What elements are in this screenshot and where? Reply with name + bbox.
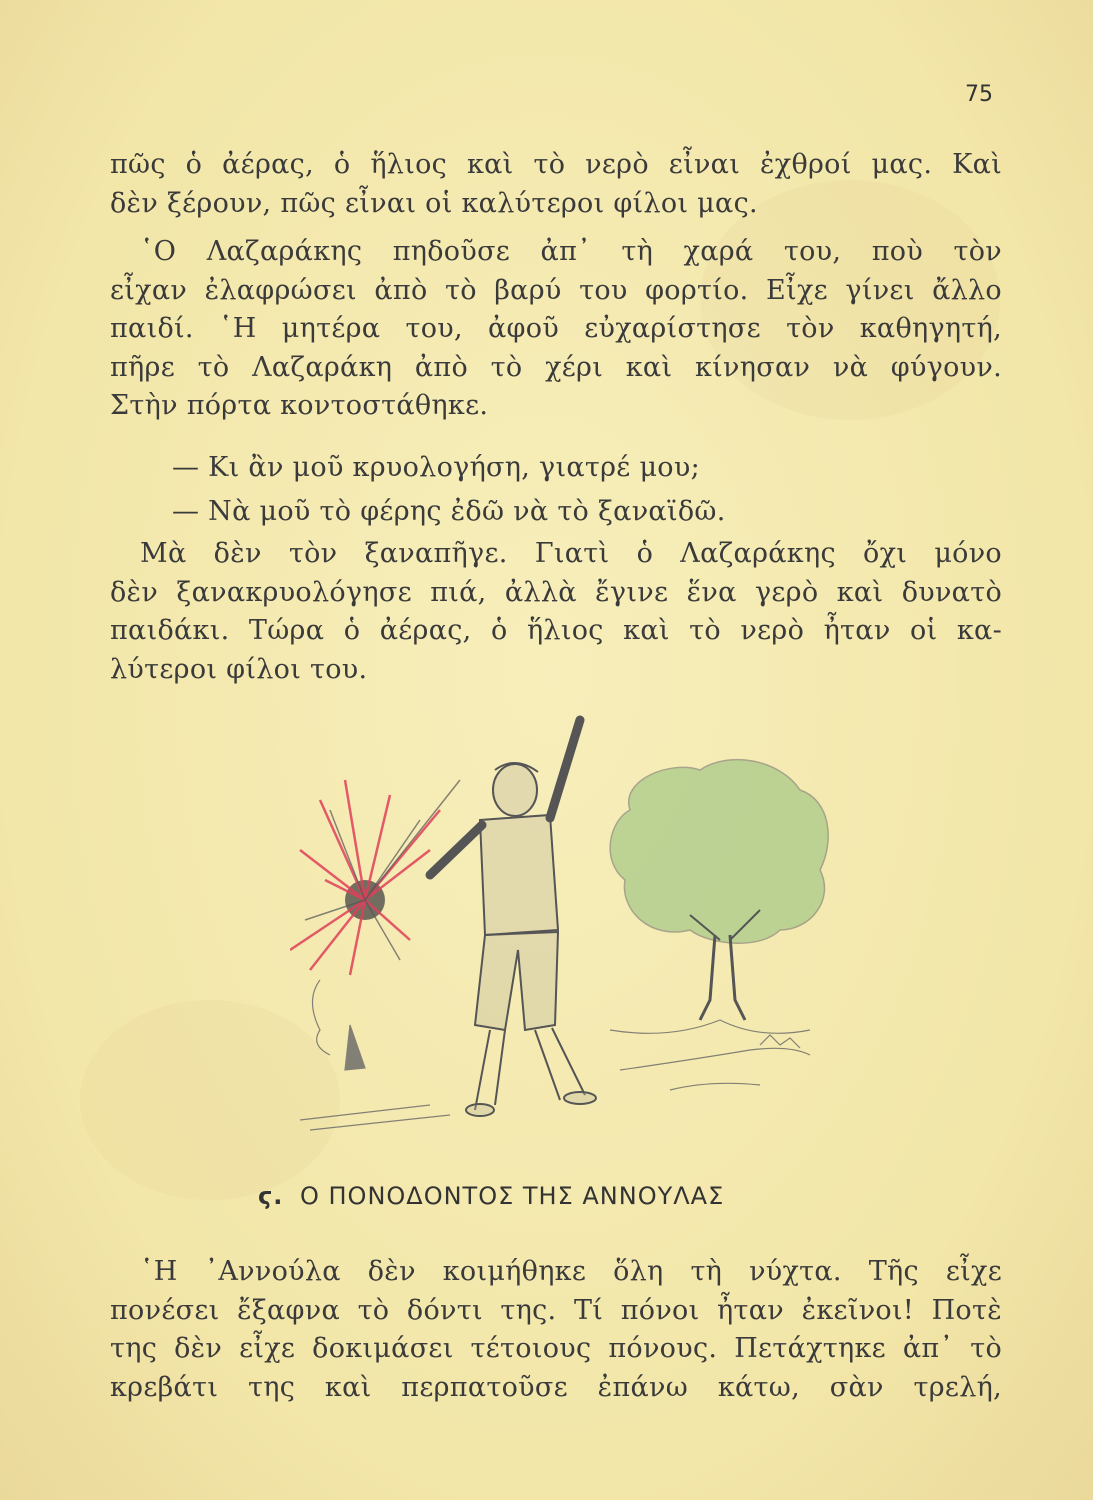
chapter-number: ϛ. xyxy=(258,1182,284,1210)
text-line: ῾Η ᾿Αννούλα δὲν κοιμήθηκε ὅλη τὴ νύχτα. Τῆς εἶχε xyxy=(140,1256,1002,1287)
text-line: πῶς ὁ ἀέρας, ὁ ἥλιος καὶ τὸ νερὸ εἶναι ἐχθροί μας. Καὶ xyxy=(110,149,1002,180)
paragraph-2 xyxy=(110,233,1002,426)
dialog-line: — Κι ἂν μοῦ κρυολογήση, γιατρέ μου; xyxy=(172,452,700,483)
text-line: δὲν ξανακρυολόγησε πιά, ἀλλὰ ἔγινε ἕνα γερὸ καὶ δυνατὸ xyxy=(110,576,1002,608)
sun-drawing xyxy=(290,780,460,975)
tree-drawing xyxy=(610,760,828,1020)
text-line: Μὰ δὲν τὸν ξαναπῆγε. Γιατὶ ὁ Λαζαράκης ὄχι μόνο xyxy=(140,538,1002,569)
text-line: εἶχαν ἐλαφρώσει ἀπὸ τὸ βαρύ του φορτίο. Εἶχε γίνει ἄλλο xyxy=(110,274,1002,306)
text-line: της δὲν εἶχε δοκιμάσει τέτοιους πόνους. Πετάχτηκε ἀπ᾽ τὸ xyxy=(110,1333,1002,1364)
paragraph-4 xyxy=(110,1253,1002,1407)
paragraph-1 xyxy=(110,146,1002,223)
chapter-title: Ο ΠΟΝΟΔΟΝΤΟΣ ΤΗΣ ΑΝΝΟΥΛΑΣ xyxy=(299,1182,725,1210)
dialog xyxy=(110,449,1002,531)
text-line: Στὴν πόρτα κοντοστάθηκε. xyxy=(110,390,489,421)
text-line: παιδάκι. Τώρα ὁ ἀέρας, ὁ ἥλιος καὶ τὸ νερὸ ἦταν οἱ κα- xyxy=(110,615,1002,646)
pencil-illustration xyxy=(290,700,930,1160)
boy-drawing xyxy=(430,720,596,1116)
dialog-line: — Νὰ μοῦ τὸ φέρης ἐδῶ νὰ τὸ ξαναϊδῶ. xyxy=(172,495,726,527)
text-line: παιδί. ῾Η μητέρα του, ἀφοῦ εὐχαρίστησε τὸν καθηγητή, xyxy=(110,313,1002,344)
page-number: 75 xyxy=(965,82,993,107)
text-line: ῾Ο Λαζαράκης πηδοῦσε ἀπ᾽ τὴ χαρά του, ποὺ τὸν xyxy=(140,236,1002,267)
paragraph-3 xyxy=(110,535,1002,689)
text-line: λύτεροι φίλοι του. xyxy=(110,653,368,685)
text-line: κρεβάτι της καὶ περπατοῦσε ἐπάνω κάτω, σὰν τρελή, xyxy=(110,1371,1002,1403)
text-line: πονέσει ἔξαφνα τὸ δόντι της. Τί πόνοι ἦταν ἐκεῖνοι! Ποτὲ xyxy=(110,1294,1002,1326)
text-line: δὲν ξέρουν, πῶς εἶναι οἱ καλύτεροι φίλοι μας. xyxy=(110,187,758,219)
chapter-heading xyxy=(258,1182,878,1210)
text-line: πῆρε τὸ Λαζαράκη ἀπὸ τὸ χέρι καὶ κίνησαν νὰ φύγουν. xyxy=(110,351,1002,383)
